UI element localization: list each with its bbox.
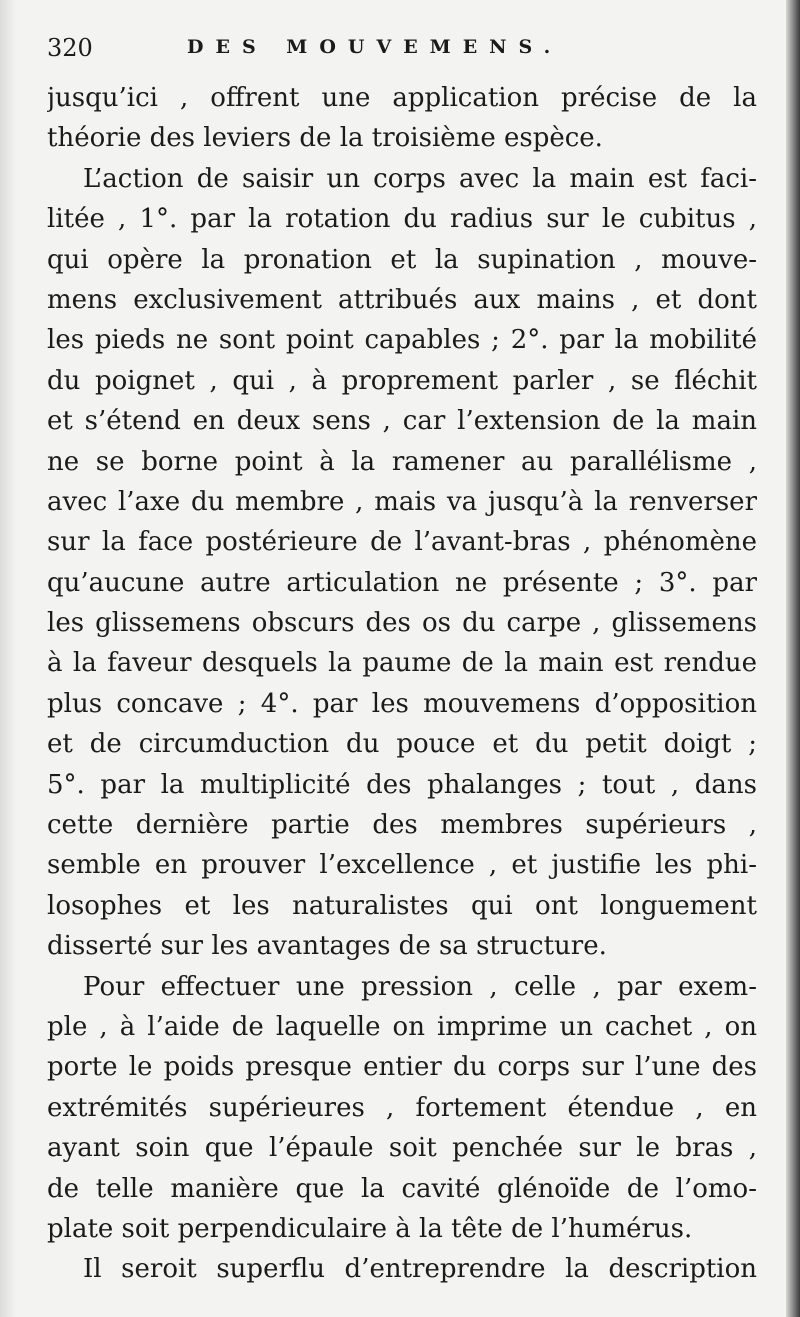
text-line: ple , à l’aide de laquelle on imprime un cachet , on [47, 1011, 757, 1042]
text-line: qui opère la pronation et la supination , mouve- [47, 244, 757, 275]
text-line: plate soit perpendiculaire à la tête de l’humérus. [47, 1213, 693, 1244]
text-line: 5°. par la multiplicité des phalanges ; tout , dans [47, 769, 757, 800]
text-line: qu’aucune autre articulation ne présente ; 3°. par [47, 567, 757, 598]
text-line: porte le poids presque entier du corps sur l’une des [47, 1052, 757, 1083]
text-line: cette dernière partie des membres supérieurs , [47, 810, 757, 841]
text-line: théorie des leviers de la troisième espèce. [47, 123, 603, 154]
text-line: du poignet , qui , à proprement parler , se fléchit [47, 365, 757, 396]
running-head-title: DES MOUVEMENS. [187, 36, 563, 58]
text-line: avec l’axe du membre , mais va jusqu’à la renverser [47, 486, 757, 517]
text-line: à la faveur desquels la paume de la main est rendue [47, 648, 757, 679]
text-line: ayant soin que l’épaule soit penchée sur le bras , [47, 1133, 757, 1164]
text-line: semble en prouver l’excellence , et justifie les phi- [47, 850, 757, 881]
text-line: sur la face postérieure de l’avant-bras , phénomène [47, 527, 757, 558]
page-number: 320 [47, 34, 93, 62]
scan-right-edge [786, 0, 800, 1317]
text-line: litée , 1°. par la rotation du radius sur le cubitus , [47, 204, 757, 235]
text-line: jusqu’ici , offrent une application précise de la [47, 83, 757, 113]
text-line: L’action de saisir un corps avec la main est faci- [83, 163, 757, 194]
running-head [47, 28, 767, 68]
text-line: mens exclusivement attribués aux mains , et dont [47, 284, 757, 315]
text-line: ne se borne point à la ramener au parallélisme , [47, 446, 757, 477]
text-line: losophes et les naturalistes qui ont longuement [47, 890, 757, 921]
text-line: de telle manière que la cavité glénoïde de l’omo- [47, 1173, 757, 1204]
text-line: les glissemens obscurs des os du carpe , glissemens [47, 608, 757, 639]
text-line: les pieds ne sont point capables ; 2°. par la mobilité [47, 325, 757, 356]
scan-left-edge [0, 0, 16, 1317]
text-line: Il seroit superflu d’entreprendre la description [83, 1254, 757, 1285]
text-line: et s’étend en deux sens , car l’extension de la main [47, 406, 757, 437]
text-line: et de circumduction du pouce et du petit doigt ; [47, 729, 757, 760]
text-line: extrémités supérieures , fortement étendue , en [47, 1092, 757, 1123]
body-text [47, 78, 757, 1290]
text-line: disserté sur les avantages de sa structure. [47, 931, 607, 962]
text-line: Pour effectuer une pression , celle , par exem- [83, 971, 757, 1002]
text-line: plus concave ; 4°. par les mouvemens d’opposition [47, 688, 757, 719]
